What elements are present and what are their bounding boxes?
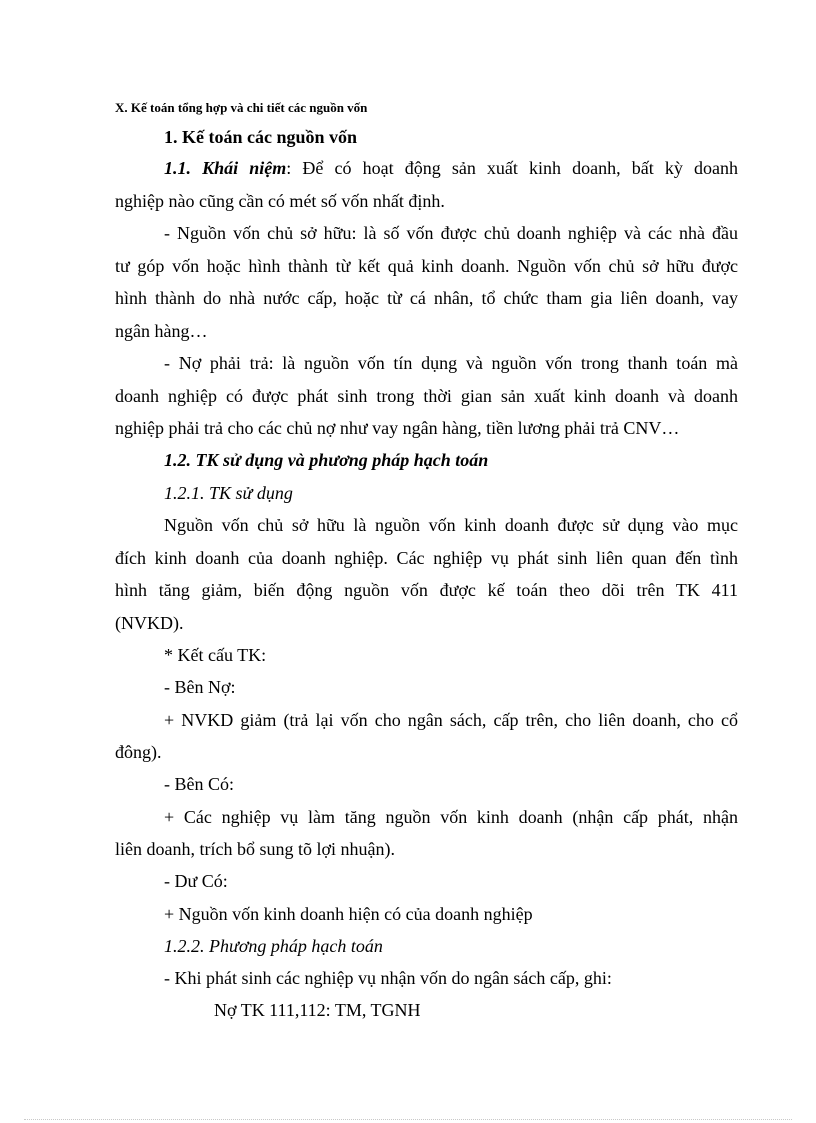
para-usage-line-2: đích kinh doanh của doanh nghiệp. Các nghiệp vụ phát sinh liên quan đến tình bbox=[115, 548, 738, 568]
balance-item: + Nguồn vốn kinh doanh hiện có của doanh nghiệp bbox=[164, 904, 533, 924]
balance-title: - Dư Có: bbox=[164, 871, 228, 891]
credit-item-line-1: + Các nghiệp vụ làm tăng nguồn vốn kinh doanh (nhận cấp phát, nhận bbox=[164, 807, 738, 827]
journal-entry-line: Nợ TK 111,112: TM, TGNH bbox=[214, 1000, 421, 1020]
para-equity-line-4: ngân hàng… bbox=[115, 321, 208, 341]
para-equity-line-3: hình thành do nhà nước cấp, hoặc từ cá nhân, tổ chức tham gia liên doanh, vay bbox=[115, 288, 738, 308]
debit-item-line-1: + NVKD giảm (trả lại vốn cho ngân sách, cấp trên, cho liên doanh, cho cổ bbox=[164, 710, 738, 730]
para-equity-line-1: - Nguồn vốn chủ sở hữu: là số vốn được chủ doanh nghiệp và các nhà đầu bbox=[164, 223, 738, 243]
credit-title: - Bên Có: bbox=[164, 774, 234, 794]
debit-title: - Bên Nợ: bbox=[164, 677, 236, 697]
para-liabilities-line-1: - Nợ phải trả: là nguồn vốn tín dụng và nguồn vốn trong thanh toán mà bbox=[164, 353, 738, 373]
method-line: - Khi phát sinh các nghiệp vụ nhận vốn do ngân sách cấp, ghi: bbox=[164, 968, 612, 988]
structure-title: * Kết cấu TK: bbox=[164, 645, 267, 665]
heading-1-2-1: 1.2.1. TK sử dụng bbox=[164, 483, 293, 503]
para-usage-line-4: (NVKD). bbox=[115, 613, 184, 633]
heading-1-2: 1.2. TK sử dụng và phương pháp hạch toán bbox=[164, 450, 489, 470]
heading-1: 1. Kế toán các nguồn vốn bbox=[164, 127, 358, 147]
para-equity-line-2: tư góp vốn hoặc hình thành từ kết quả kinh doanh. Nguồn vốn chủ sở hữu được bbox=[115, 256, 738, 276]
para-1-1-line-2: nghiệp nào cũng cần có mét số vốn nhất định. bbox=[115, 191, 445, 211]
para-usage-line-3: hình tăng giảm, biến động nguồn vốn được kế toán theo dõi trên TK 411 bbox=[115, 580, 738, 600]
credit-item-line-2: liên doanh, trích bổ sung tõ lợi nhuận). bbox=[115, 839, 395, 859]
debit-item-line-2: đông). bbox=[115, 742, 162, 762]
para-1-1-line-1-text: : Để có hoạt động sản xuất kinh doanh, bất kỳ doanh bbox=[286, 158, 738, 178]
para-1-1-label: 1.1. Khái niệm bbox=[164, 158, 287, 178]
para-1-1-line-1 bbox=[164, 156, 738, 180]
page-bottom-divider bbox=[24, 1119, 792, 1120]
para-liabilities-line-2: doanh nghiệp có được phát sinh trong thời gian sản xuất kinh doanh và doanh bbox=[115, 386, 738, 406]
para-usage-line-1: Nguồn vốn chủ sở hữu là nguồn vốn kinh doanh được sử dụng vào mục bbox=[164, 515, 738, 535]
heading-1-2-2: 1.2.2. Phương pháp hạch toán bbox=[164, 936, 383, 956]
para-liabilities-line-3: nghiệp phải trả cho các chủ nợ như vay ngân hàng, tiền lương phải trả CNV… bbox=[115, 418, 680, 438]
section-heading-x: X. Kế toán tổng hợp và chi tiết các nguồn vốn bbox=[115, 100, 368, 115]
